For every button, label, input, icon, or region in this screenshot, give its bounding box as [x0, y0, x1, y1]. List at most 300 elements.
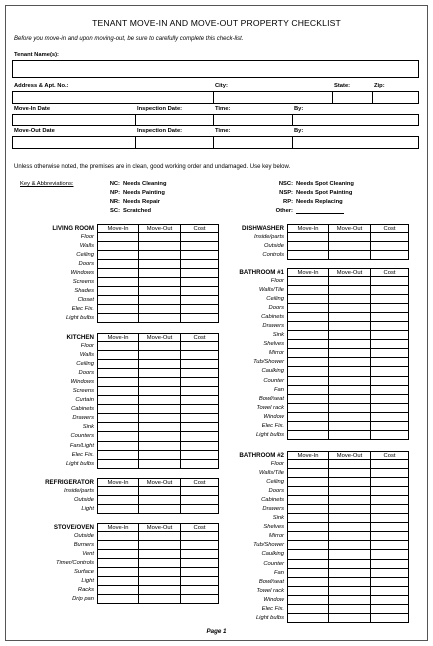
section-living-room	[6, 224, 216, 323]
move-out-cell[interactable]	[328, 331, 370, 340]
move-out-cell[interactable]	[138, 305, 180, 314]
move-out-cell[interactable]	[328, 541, 370, 550]
move-in-cell[interactable]	[97, 432, 138, 441]
state-label: State:	[334, 83, 351, 89]
item-label: Closet	[77, 297, 94, 304]
move-in-cell[interactable]	[287, 251, 328, 260]
move-in-cell[interactable]	[97, 442, 138, 451]
move-in-cell[interactable]	[287, 469, 328, 478]
city-label: City:	[215, 83, 228, 89]
move-in-cell[interactable]	[97, 568, 138, 577]
item-label: Caulking	[261, 551, 284, 558]
move-in-cell[interactable]	[97, 550, 138, 559]
item-label: Doors	[268, 488, 284, 495]
cost-cell[interactable]	[370, 413, 409, 422]
item-label: Windows	[70, 270, 94, 277]
move-out-cell[interactable]	[328, 322, 370, 331]
move-out-cell[interactable]	[138, 387, 180, 396]
item-label: Drawers	[262, 506, 284, 513]
move-out-cell[interactable]	[138, 423, 180, 432]
move-in-cell[interactable]	[287, 286, 328, 295]
checklist-row-tub-shower	[196, 358, 406, 367]
move-in-cell[interactable]	[287, 422, 328, 431]
move-in-cell[interactable]	[97, 305, 138, 314]
item-label: Drawers	[72, 415, 94, 422]
move-in-cell[interactable]	[97, 360, 138, 369]
checklist-row-curtain	[6, 396, 216, 405]
section-header	[6, 523, 216, 532]
checklist-row-screens	[6, 278, 216, 287]
move-out-cell[interactable]	[138, 595, 180, 604]
move-in-date-label: Move-In Date	[14, 106, 51, 112]
move-out-cell[interactable]	[138, 269, 180, 278]
move-out-cell[interactable]	[138, 278, 180, 287]
move-in-cell[interactable]	[287, 304, 328, 313]
cost-cell[interactable]	[370, 496, 409, 505]
checklist-row-walls	[6, 351, 216, 360]
cost-cell[interactable]	[370, 358, 409, 367]
cost-cell[interactable]	[370, 349, 409, 358]
section-header	[196, 451, 406, 460]
move-out-cell[interactable]	[328, 404, 370, 413]
move-in-cell[interactable]	[287, 569, 328, 578]
checklist-row-counter	[196, 377, 406, 386]
cost-cell[interactable]	[370, 340, 409, 349]
checklist-row-sink	[196, 331, 406, 340]
cost-cell[interactable]	[370, 395, 409, 404]
cost-cell[interactable]	[370, 233, 409, 242]
checklist-row-screens	[6, 387, 216, 396]
cost-cell[interactable]	[370, 614, 409, 623]
key-desc: Needs Replacing	[296, 199, 343, 205]
move-in-cell[interactable]	[287, 514, 328, 523]
column-header-move-in: Move-In	[97, 333, 138, 342]
cost-cell[interactable]	[370, 277, 409, 286]
cost-cell[interactable]	[370, 560, 409, 569]
item-label: Tub/Shower	[253, 359, 284, 366]
item-label: Controls	[262, 252, 284, 259]
move-out-cell[interactable]	[328, 340, 370, 349]
item-label: Doors	[78, 370, 94, 377]
move-out-cell[interactable]	[328, 578, 370, 587]
cost-cell[interactable]	[370, 596, 409, 605]
key-desc: Scratched	[123, 208, 152, 214]
move-in-cell[interactable]	[287, 277, 328, 286]
move-in-cell[interactable]	[97, 369, 138, 378]
checklist-row-towel-rack	[196, 587, 406, 596]
cost-cell[interactable]	[370, 304, 409, 313]
item-label: Elec Fix.	[261, 422, 284, 429]
move-out-cell[interactable]	[328, 487, 370, 496]
move-out-cell[interactable]	[328, 313, 370, 322]
section-title: BATHROOM #2	[239, 452, 284, 459]
item-label: Bowl/seat	[258, 395, 284, 402]
checklist-row-window	[196, 413, 406, 422]
move-out-cell[interactable]	[138, 378, 180, 387]
move-out-cell[interactable]	[328, 532, 370, 541]
move-in-cell[interactable]	[287, 523, 328, 532]
move-out-cell[interactable]	[138, 577, 180, 586]
move-out-cell[interactable]	[328, 377, 370, 386]
item-label: Racks	[77, 587, 94, 594]
move-out-cell[interactable]	[138, 242, 180, 251]
move-out-cell[interactable]	[328, 251, 370, 260]
move-out-cell[interactable]	[328, 478, 370, 487]
move-in-cell[interactable]	[287, 578, 328, 587]
move-out-cell[interactable]	[328, 587, 370, 596]
move-out-cell[interactable]	[328, 614, 370, 623]
move-in-cell[interactable]	[287, 358, 328, 367]
move-in-cell[interactable]	[287, 404, 328, 413]
cost-cell[interactable]	[370, 514, 409, 523]
move-out-cell[interactable]	[138, 550, 180, 559]
move-in-cell[interactable]	[97, 505, 138, 514]
checklist-row-elec-fix	[196, 605, 406, 614]
checklist-row-shelves	[196, 340, 406, 349]
cost-cell[interactable]	[370, 532, 409, 541]
cost-cell[interactable]	[370, 431, 409, 440]
move-in-cell[interactable]	[97, 296, 138, 305]
move-in-cell[interactable]	[287, 431, 328, 440]
checklist-row-floor	[6, 233, 216, 242]
key-nc	[104, 181, 167, 187]
move-out-cell[interactable]	[138, 287, 180, 296]
move-in-cell[interactable]	[287, 587, 328, 596]
column-header-cost: Cost	[180, 333, 219, 342]
move-in-cell[interactable]	[97, 278, 138, 287]
move-out-cell[interactable]	[328, 242, 370, 251]
condition-note: Unless otherwise noted, the premises are in clean, good working order and undamaged. Use key below.	[14, 164, 291, 170]
checklist-row-inside-parts	[6, 487, 216, 496]
move-in-cell[interactable]	[287, 541, 328, 550]
move-out-cell[interactable]	[328, 596, 370, 605]
move-in-cell[interactable]	[97, 496, 138, 505]
section-title: DISHWASHER	[242, 225, 284, 232]
section-kitchen	[6, 333, 216, 469]
column-header-cost: Cost	[370, 268, 409, 277]
move-out-cell[interactable]	[328, 460, 370, 469]
column-header-move-out: Move-Out	[328, 451, 370, 460]
cost-cell[interactable]	[370, 313, 409, 322]
checklist-row-fan	[196, 386, 406, 395]
move-out-cell[interactable]	[138, 260, 180, 269]
checklist-row-ceiling	[6, 360, 216, 369]
move-in-cell[interactable]	[97, 487, 138, 496]
move-in-cell[interactable]	[97, 387, 138, 396]
cost-cell[interactable]	[370, 404, 409, 413]
address-label: Address & Apt. No.:	[14, 83, 69, 89]
move-in-cell[interactable]	[287, 614, 328, 623]
move-in-cell[interactable]	[287, 386, 328, 395]
move-out-cell[interactable]	[328, 413, 370, 422]
move-in-cell[interactable]	[97, 577, 138, 586]
address-field[interactable]	[12, 91, 419, 104]
move-in-cell[interactable]	[287, 605, 328, 614]
move-in-cell[interactable]	[97, 260, 138, 269]
move-out-cell[interactable]	[328, 349, 370, 358]
item-label: Walls/Tile	[259, 287, 284, 294]
move-in-divider-2	[213, 114, 214, 126]
key-sc	[104, 208, 151, 214]
move-out-date-field[interactable]	[12, 136, 419, 149]
move-out-cell[interactable]	[328, 295, 370, 304]
key-code: NP:	[110, 190, 120, 196]
move-out-cell[interactable]	[138, 360, 180, 369]
move-out-cell[interactable]	[328, 395, 370, 404]
move-in-cell[interactable]	[287, 496, 328, 505]
cost-cell[interactable]	[370, 386, 409, 395]
move-out-cell[interactable]	[328, 550, 370, 559]
key-code: RP:	[283, 199, 293, 205]
cost-cell[interactable]	[370, 578, 409, 587]
item-label: Drip pan	[72, 596, 94, 603]
move-in-cell[interactable]	[287, 377, 328, 386]
move-out-cell[interactable]	[328, 505, 370, 514]
move-in-cell[interactable]	[97, 396, 138, 405]
cost-cell[interactable]	[370, 331, 409, 340]
checklist-row-doors	[6, 260, 216, 269]
cost-cell[interactable]	[370, 541, 409, 550]
section-title: STOVE/OVEN	[53, 524, 94, 531]
move-in-cell[interactable]	[287, 487, 328, 496]
cost-cell[interactable]	[370, 478, 409, 487]
checklist-row-drawers	[6, 414, 216, 423]
move-in-cell[interactable]	[287, 313, 328, 322]
move-out-cell[interactable]	[138, 405, 180, 414]
checklist-row-fan-light	[6, 442, 216, 451]
item-label: Cabinets	[261, 314, 284, 321]
cost-cell[interactable]	[370, 523, 409, 532]
move-in-cell[interactable]	[287, 367, 328, 376]
move-out-cell[interactable]	[328, 560, 370, 569]
item-label: Mirror	[268, 533, 284, 540]
column-header-cost: Cost	[180, 478, 219, 487]
cost-cell[interactable]	[370, 242, 409, 251]
move-in-cell[interactable]	[287, 478, 328, 487]
cost-cell[interactable]	[370, 377, 409, 386]
move-in-cell[interactable]	[287, 560, 328, 569]
move-in-cell[interactable]	[97, 242, 138, 251]
cost-cell[interactable]	[370, 505, 409, 514]
move-out-cell[interactable]	[328, 431, 370, 440]
move-in-cell[interactable]	[97, 586, 138, 595]
move-out-cell[interactable]	[328, 523, 370, 532]
move-out-cell[interactable]	[138, 296, 180, 305]
checklist-row-counters	[6, 432, 216, 441]
column-header-move-out: Move-Out	[138, 478, 180, 487]
cost-cell[interactable]	[370, 286, 409, 295]
item-label: Elec Fix.	[71, 306, 94, 313]
move-out-cell[interactable]	[328, 386, 370, 395]
checklist-row-light-bulbs	[196, 431, 406, 440]
move-out-cell[interactable]	[328, 304, 370, 313]
item-label: Mirror	[268, 350, 284, 357]
column-header-move-out: Move-Out	[328, 224, 370, 233]
move-out-cell[interactable]	[328, 605, 370, 614]
move-out-divider-1	[135, 136, 136, 149]
item-label: Window	[263, 413, 284, 420]
checklist-row-doors	[196, 487, 406, 496]
move-in-cell[interactable]	[287, 395, 328, 404]
move-in-cell[interactable]	[97, 451, 138, 460]
item-label: Caulking	[261, 368, 284, 375]
move-in-date-field[interactable]	[12, 114, 419, 126]
move-in-cell[interactable]	[287, 505, 328, 514]
move-in-cell[interactable]	[97, 595, 138, 604]
page-subtitle: Before you move-in and upon moving-out, be sure to carefully complete this check-list.	[14, 36, 244, 42]
checklist-row-surface	[6, 568, 216, 577]
section-header	[6, 224, 216, 233]
move-in-cell[interactable]	[97, 378, 138, 387]
move-out-cell[interactable]	[328, 422, 370, 431]
item-label: Ceiling	[76, 361, 94, 368]
cost-cell[interactable]	[370, 605, 409, 614]
move-out-cell[interactable]	[138, 568, 180, 577]
move-out-cell[interactable]	[138, 487, 180, 496]
move-in-cell[interactable]	[97, 233, 138, 242]
move-in-cell[interactable]	[97, 559, 138, 568]
section-header	[6, 478, 216, 487]
move-in-cell[interactable]	[287, 596, 328, 605]
cost-cell[interactable]	[180, 442, 219, 451]
move-out-cell[interactable]	[138, 532, 180, 541]
move-out-cell[interactable]	[138, 496, 180, 505]
move-in-inspection-label: Inspection Date:	[137, 106, 183, 112]
move-out-cell[interactable]	[138, 541, 180, 550]
item-label: Fan	[274, 569, 284, 576]
move-in-cell[interactable]	[97, 541, 138, 550]
cost-cell[interactable]	[370, 469, 409, 478]
key-code: NSC:	[278, 181, 293, 187]
move-in-cell[interactable]	[287, 340, 328, 349]
tenant-names-label: Tenant Name(s):	[14, 52, 59, 58]
move-in-cell[interactable]	[97, 414, 138, 423]
checklist-row-doors	[196, 304, 406, 313]
move-out-cell[interactable]	[138, 432, 180, 441]
item-label: Cabinets	[261, 497, 284, 504]
move-in-cell[interactable]	[287, 413, 328, 422]
move-out-cell[interactable]	[138, 460, 180, 469]
move-in-cell[interactable]	[287, 322, 328, 331]
column-header-move-in: Move-In	[287, 268, 328, 277]
move-in-cell[interactable]	[287, 331, 328, 340]
checklist-row-shelves	[196, 523, 406, 532]
move-out-cell[interactable]	[138, 314, 180, 323]
move-out-cell[interactable]	[138, 414, 180, 423]
move-in-cell[interactable]	[287, 460, 328, 469]
move-out-cell[interactable]	[138, 369, 180, 378]
move-in-cell[interactable]	[97, 251, 138, 260]
cost-cell[interactable]	[370, 550, 409, 559]
move-out-cell[interactable]	[138, 342, 180, 351]
move-in-cell[interactable]	[97, 351, 138, 360]
move-out-cell[interactable]	[328, 277, 370, 286]
key-other	[275, 208, 344, 214]
move-out-cell[interactable]	[328, 233, 370, 242]
item-label: Counter	[263, 560, 284, 567]
move-in-cell[interactable]	[97, 287, 138, 296]
key-desc: Needs Painting	[123, 190, 165, 196]
checklist-row-sink	[6, 423, 216, 432]
tenant-names-field[interactable]	[12, 60, 419, 78]
cost-cell[interactable]	[370, 460, 409, 469]
column-header-cost: Cost	[370, 224, 409, 233]
move-in-cell[interactable]	[97, 532, 138, 541]
move-in-cell[interactable]	[287, 295, 328, 304]
checklist-row-inside-parts	[196, 233, 406, 242]
column-header-move-in: Move-In	[287, 451, 328, 460]
move-in-cell[interactable]	[287, 233, 328, 242]
move-out-cell[interactable]	[138, 233, 180, 242]
move-in-cell[interactable]	[97, 423, 138, 432]
move-in-cell[interactable]	[97, 342, 138, 351]
move-in-cell[interactable]	[97, 460, 138, 469]
move-in-cell[interactable]	[97, 405, 138, 414]
key-desc: Needs Spot Painting	[296, 190, 353, 196]
cost-cell[interactable]	[370, 487, 409, 496]
key-nsp	[275, 190, 352, 196]
move-in-cell[interactable]	[287, 242, 328, 251]
cost-cell[interactable]	[370, 322, 409, 331]
move-out-cell[interactable]	[138, 251, 180, 260]
move-out-cell[interactable]	[328, 514, 370, 523]
cost-cell[interactable]	[370, 587, 409, 596]
move-out-cell[interactable]	[138, 451, 180, 460]
move-in-cell[interactable]	[287, 532, 328, 541]
move-out-cell[interactable]	[138, 351, 180, 360]
section-title: KITCHEN	[66, 334, 94, 341]
item-label: Elec Fix.	[71, 451, 94, 458]
cost-cell[interactable]	[370, 367, 409, 376]
checklist-row-bowl-seat	[196, 578, 406, 587]
move-out-cell[interactable]	[138, 396, 180, 405]
move-out-cell[interactable]	[138, 559, 180, 568]
state-divider	[372, 91, 373, 104]
move-out-cell[interactable]	[328, 367, 370, 376]
checklist-row-controls	[196, 251, 406, 260]
item-label: Burners	[73, 542, 94, 549]
checklist-row-burners	[6, 541, 216, 550]
cost-cell[interactable]	[370, 569, 409, 578]
move-out-cell[interactable]	[328, 496, 370, 505]
cost-cell[interactable]	[370, 295, 409, 304]
item-label: Towel rack	[256, 587, 284, 594]
item-label: Sink	[272, 515, 284, 522]
checklist-row-window	[196, 596, 406, 605]
move-out-inspection-label: Inspection Date:	[137, 128, 183, 134]
checklist-row-shades	[6, 287, 216, 296]
item-label: Floor	[270, 278, 284, 284]
move-in-cell[interactable]	[97, 314, 138, 323]
cost-cell[interactable]	[370, 251, 409, 260]
move-in-cell[interactable]	[287, 550, 328, 559]
move-out-cell[interactable]	[328, 358, 370, 367]
item-label: Light	[81, 506, 94, 513]
move-out-cell[interactable]	[328, 569, 370, 578]
checklist-row-racks	[6, 586, 216, 595]
item-label: Curtain	[75, 397, 94, 404]
cost-cell[interactable]	[370, 422, 409, 431]
move-out-cell[interactable]	[138, 505, 180, 514]
move-out-cell[interactable]	[328, 286, 370, 295]
other-field[interactable]	[296, 208, 344, 214]
move-out-cell[interactable]	[138, 586, 180, 595]
move-out-cell[interactable]	[138, 442, 180, 451]
move-in-cell[interactable]	[287, 349, 328, 358]
move-in-cell[interactable]	[97, 269, 138, 278]
move-out-cell[interactable]	[328, 469, 370, 478]
item-label: Fan	[274, 386, 284, 393]
